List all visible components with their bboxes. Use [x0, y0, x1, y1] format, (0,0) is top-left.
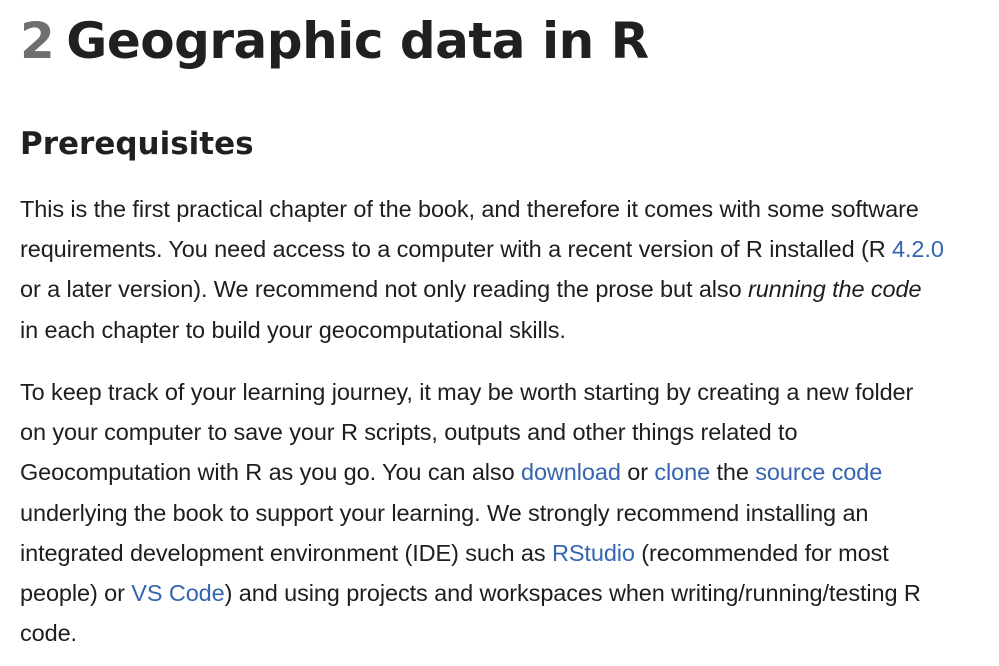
- text-line: in each chapter to build your geocomputational skills.: [20, 316, 566, 343]
- text-span: integrated development environment (IDE) such as: [20, 539, 552, 566]
- text-span: people) or: [20, 580, 132, 607]
- paragraph-requirements: [20, 189, 999, 350]
- text-span: (recommended for most: [634, 539, 889, 566]
- chapter-title: Geographic data in R: [66, 12, 649, 70]
- download-link[interactable]: download: [520, 459, 621, 486]
- text-line: on your computer to save your R scripts, outputs and other things related to: [20, 419, 798, 446]
- page-title: [20, 10, 649, 72]
- rstudio-link[interactable]: RStudio: [551, 539, 635, 566]
- section-heading-prerequisites: Prerequisites: [20, 126, 254, 162]
- text-line: [20, 269, 999, 309]
- text-line: [20, 573, 999, 613]
- clone-link[interactable]: clone: [654, 459, 711, 486]
- emphasis-running-the-code: running the code: [747, 276, 922, 303]
- text-span: requirements. You need access to a computer with a recent version of R installed (R: [20, 236, 893, 263]
- text-span: the: [710, 459, 756, 486]
- text-line: [20, 452, 999, 492]
- text-line: [20, 533, 999, 573]
- source-code-link[interactable]: source code: [755, 459, 883, 486]
- text-span: Geocomputation with R as you go. You can also: [20, 459, 521, 486]
- text-line: underlying the book to support your learning. We strongly recommend installing an: [20, 499, 869, 526]
- text-line: This is the first practical chapter of the book, and therefore it comes with some software: [20, 196, 919, 222]
- r-version-link[interactable]: 4.2.0: [892, 236, 944, 263]
- paragraph-learning-journey: [20, 372, 999, 653]
- text-span: or a later version). We recommend not only reading the prose but also: [20, 276, 748, 303]
- text-span: ) and using projects and workspaces when writing/running/testing R: [224, 580, 921, 607]
- text-line: code.: [20, 620, 77, 647]
- text-span: or: [620, 459, 655, 486]
- text-line: To keep track of your learning journey, it may be worth starting by creating a new folder: [20, 379, 914, 405]
- chapter-number: 2: [20, 12, 55, 70]
- text-line: [20, 229, 999, 269]
- vs-code-link[interactable]: VS Code: [131, 580, 225, 607]
